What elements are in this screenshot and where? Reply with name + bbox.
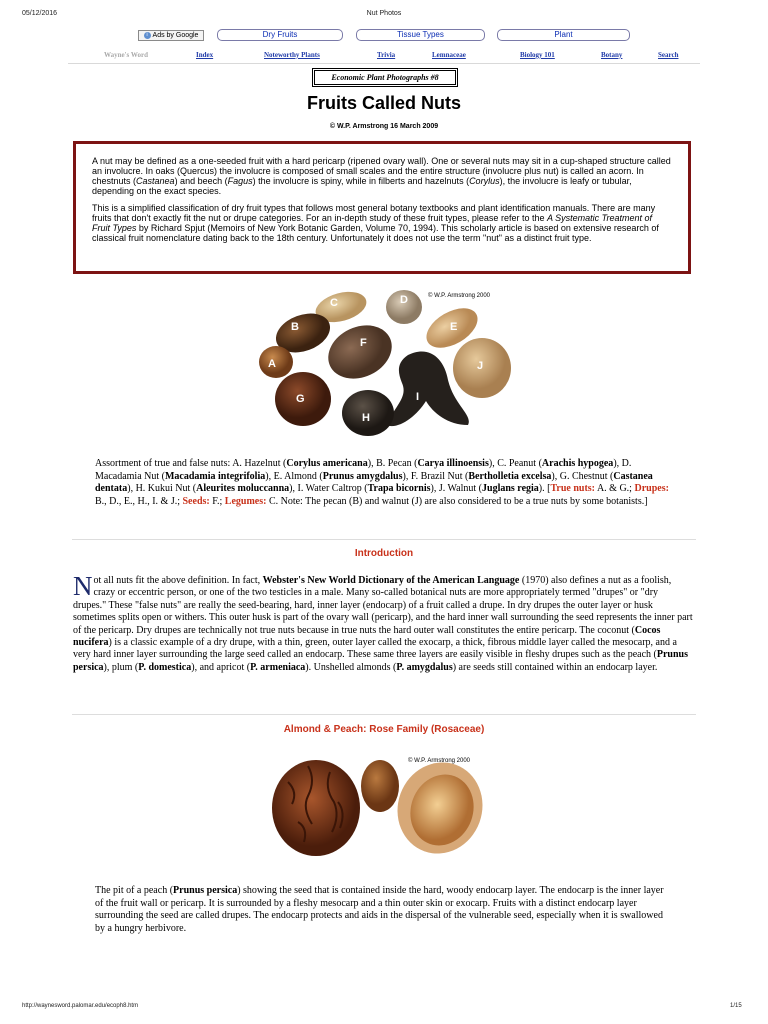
drop-cap: N bbox=[73, 571, 93, 601]
intro-paragraph bbox=[73, 571, 693, 674]
definition-paragraph-1 bbox=[92, 156, 672, 196]
text-segment: ) are seeds still contained within an endocarp layer. bbox=[452, 661, 658, 673]
ad-link-tissue-types[interactable]: Tissue Types bbox=[356, 29, 485, 41]
text-segment: ), and apricot ( bbox=[191, 661, 251, 673]
label-i: I bbox=[416, 391, 420, 403]
label-h: H bbox=[362, 412, 370, 424]
text-segment: F.; bbox=[209, 495, 225, 507]
text-segment: ), C. Peanut ( bbox=[488, 458, 542, 469]
text-segment: ), the involucre is leafy or tubular, depending on the exact species. bbox=[92, 176, 632, 196]
text-segment: Trapa bicornis bbox=[367, 483, 431, 494]
text-segment: Cocos nucifera bbox=[73, 624, 661, 649]
text-segment: by Richard Spjut (Memoirs of New York Botanic Garden, Volume 70, 1994). This scholarly article is based on extensive research of classical fruit nomenclature dating back to the 18th century. Unfortunately it does not use the term "nut" as a distinct fruit type. bbox=[92, 223, 659, 243]
text-segment: Castanea bbox=[136, 176, 175, 186]
label-e: E bbox=[450, 321, 458, 333]
text-segment: ot all nuts fit the above definition. In fact, bbox=[93, 575, 263, 586]
intro-heading: Introduction bbox=[354, 548, 414, 559]
text-segment: Fagus bbox=[227, 176, 253, 186]
label-b: B bbox=[291, 321, 299, 333]
label-d: D bbox=[400, 294, 408, 306]
info-icon: i bbox=[144, 32, 151, 39]
print-title: Nut Photos bbox=[366, 10, 402, 17]
peach-pit-photo bbox=[268, 752, 490, 857]
label-a: A bbox=[268, 358, 276, 370]
text-segment: ), B. Pecan ( bbox=[367, 458, 418, 469]
text-segment: ), D. Macadamia Nut ( bbox=[95, 458, 632, 482]
text-segment: Drupes: bbox=[634, 483, 669, 494]
text-segment: Bertholletia excelsa bbox=[468, 470, 552, 482]
section-divider bbox=[72, 539, 696, 540]
photo2-caption bbox=[95, 885, 673, 935]
text-segment: ), plum ( bbox=[103, 661, 139, 673]
page-title: Fruits Called Nuts bbox=[306, 93, 462, 113]
ad-link-plant[interactable]: Plant bbox=[497, 29, 630, 41]
nav-biology-101[interactable]: Biology 101 bbox=[520, 51, 555, 59]
nav-lemnaceae[interactable]: Lemnaceae bbox=[432, 51, 466, 59]
nav-noteworthy-plants[interactable]: Noteworthy Plants bbox=[264, 51, 320, 59]
text-segment: Macadamia integrifolia bbox=[164, 470, 266, 482]
footer-page-number: 1/15 bbox=[730, 1003, 742, 1009]
peach-seed bbox=[361, 760, 399, 812]
text-segment: Carya illinoensis bbox=[417, 458, 489, 469]
label-g: G bbox=[296, 393, 305, 405]
text-segment: ) showing the seed that is contained inside the hard, woody endocarp layer. The endocarp is the inner layer of the fruit wall or pericarp. It is surrounded by a fleshy mesocarp and a thin outer skin or exocarp. Fruits with a distinct endocarp layer surrounding the seed are called drupes. The endocarp protects and aids in the dispersal of the vulnerable seed, especially when it is swallowed by a hungry herbivore. bbox=[95, 885, 664, 934]
ad-link-dry-fruits[interactable]: Dry Fruits bbox=[217, 29, 343, 41]
text-segment: ), E. Almond ( bbox=[265, 470, 323, 482]
text-segment: Castanea dentata bbox=[95, 470, 653, 494]
photo1-caption bbox=[95, 458, 673, 508]
text-segment: C. Note: The pecan (B) and walnut (J) are also considered to be a true nuts by some botanists.] bbox=[266, 495, 648, 507]
nut-a-hazelnut bbox=[259, 346, 293, 378]
nav-botany[interactable]: Botany bbox=[601, 51, 623, 59]
text-segment: ). Unshelled almonds ( bbox=[305, 661, 397, 673]
text-segment: ) is a classic example of a dry drupe, with a thin, green, outer layer called the exocarp, a thick, fibrous middle layer called the mesocarp, and a very hard inner layer surrounding the large seed called an endocarp. These same three layers are easily visible in fleshy drupes such as the peach ( bbox=[73, 637, 677, 661]
text-segment: Seeds: bbox=[182, 495, 210, 507]
text-segment: Webster's New World Dictionary of the American Language bbox=[262, 575, 520, 586]
nav-trivia[interactable]: Trivia bbox=[377, 51, 396, 59]
photo1-copyright: © W.P. Armstrong 2000 bbox=[428, 293, 491, 299]
ads-by-google[interactable] bbox=[138, 30, 204, 41]
text-segment: Assortment of true and false nuts: A. Hazelnut ( bbox=[95, 458, 287, 469]
text-segment: ) and beech ( bbox=[174, 176, 228, 186]
text-segment: ), H. Kukui Nut ( bbox=[127, 483, 197, 494]
label-f: F bbox=[360, 337, 367, 349]
byline: © W.P. Armstrong 16 March 2009 bbox=[329, 123, 439, 130]
nav-site-name[interactable]: Wayne's Word bbox=[104, 51, 149, 59]
text-segment: Prunus amygdalus bbox=[322, 470, 403, 482]
text-segment: Juglans regia bbox=[482, 483, 539, 494]
nav-index[interactable]: Index bbox=[196, 51, 214, 59]
ads-label: Ads by Google bbox=[152, 32, 199, 39]
text-segment: ), I. Water Caltrop ( bbox=[289, 483, 368, 494]
text-segment: B., D., E., H., I. & J.; bbox=[95, 495, 183, 507]
text-segment: Prunus persica bbox=[73, 649, 688, 673]
section-divider-2 bbox=[72, 714, 696, 715]
text-segment: ) the involucre is spiny, while in filberts and hazelnuts ( bbox=[252, 176, 470, 186]
label-c: C bbox=[330, 297, 338, 309]
text-segment: P. domestica bbox=[138, 661, 192, 673]
intro-text bbox=[73, 571, 693, 673]
footer-url: http://waynesword.palomar.edu/ecoph8.htm bbox=[22, 1003, 139, 1009]
peach-pit-whole bbox=[272, 760, 360, 856]
text-segment: (1970) also defines a nut as a foolish, crazy or eccentric person, or one of the two testicles in a male. Many so-called botanical nuts are more appropriately termed "drupes" or "dry drupes." These "false nuts" are really the seed-bearing, hard, inner layer (endocarp) of a fruit called a drupe. In dry drupes the outer layer or husk sometimes splits open or withers. This outer husk is part of the ovary wall (pericarp), and the hard inner wall surrounding the seed represents the inner part of the pericarp. Dry drupes are technically not true nuts because in true nuts the hard outer wall constitutes the entire pericarp. The coconut ( bbox=[73, 575, 693, 636]
text-segment: Aleurites moluccanna bbox=[196, 483, 290, 494]
text-segment: A Systematic Treatment of Fruit Types bbox=[92, 213, 653, 233]
nuts-assortment-photo bbox=[258, 285, 518, 445]
nut-f-brazil bbox=[320, 315, 401, 388]
series-label: Economic Plant Photographs #8 bbox=[314, 70, 456, 85]
text-segment: ). [ bbox=[538, 483, 551, 494]
text-segment: P. amygdalus bbox=[396, 661, 453, 673]
text-segment: True nuts: bbox=[550, 483, 596, 494]
text-segment: Corylus americana bbox=[286, 458, 368, 469]
print-date: 05/12/2016 bbox=[22, 10, 58, 17]
text-segment: The pit of a peach ( bbox=[95, 885, 174, 896]
text-segment: A nut may be defined as a one-seeded fruit with a hard pericarp (ripened ovary wall). One or several nuts may sit in a cup-shaped structure called an involucre. In oaks (Quercus) the involucre is composed of small scales and the entire structure (involucre plus nut) is called an acorn. In chestnuts ( bbox=[92, 156, 671, 186]
text-segment: Legumes: bbox=[224, 495, 267, 507]
text-segment: ), J. Walnut ( bbox=[430, 483, 483, 494]
photo2-copyright: © W.P. Armstrong 2000 bbox=[408, 758, 471, 764]
text-segment: P. armeniaca bbox=[250, 661, 306, 673]
definition-box bbox=[73, 141, 691, 274]
text-segment: Prunus persica bbox=[173, 885, 238, 896]
nav-search[interactable]: Search bbox=[658, 51, 679, 59]
nav-divider bbox=[68, 63, 700, 64]
text-segment: Arachis hypogea bbox=[541, 458, 614, 469]
definition-paragraph-2 bbox=[92, 203, 672, 243]
label-j: J bbox=[477, 360, 484, 372]
text-segment: ), G. Chestnut ( bbox=[551, 470, 614, 482]
text-segment: ), F. Brazil Nut ( bbox=[402, 470, 469, 482]
text-segment: A. & G.; bbox=[595, 483, 635, 494]
text-segment: Corylus bbox=[469, 176, 500, 186]
text-segment: This is a simplified classification of dry fruit types that follows most general botany textbooks and plant identification manuals. There are many fruits that don't exactly fit the nut or drupe categories. For an in-depth study of these fruit types, please refer to the bbox=[92, 203, 656, 223]
almond-peach-heading: Almond & Peach: Rose Family (Rosaceae) bbox=[283, 724, 485, 735]
